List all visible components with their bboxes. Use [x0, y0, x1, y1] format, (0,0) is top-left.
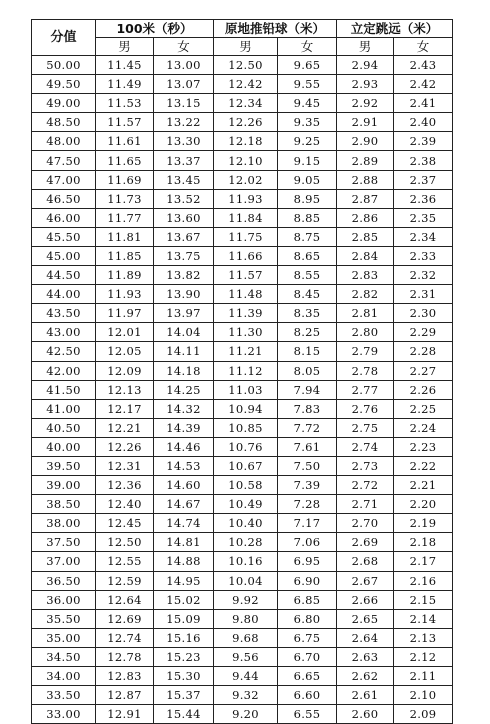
cell-jump-male: 2.61: [337, 686, 394, 705]
cell-100m-male: 11.85: [96, 246, 154, 265]
cell-jump-female: 2.16: [394, 571, 453, 590]
cell-score: 42.00: [32, 361, 96, 380]
table-row: [32, 304, 453, 323]
cell-score: 46.50: [32, 189, 96, 208]
cell-score: 38.50: [32, 495, 96, 514]
cell-jump-female: 2.32: [394, 266, 453, 285]
cell-score: 42.50: [32, 342, 96, 361]
cell-jump-female: 2.11: [394, 667, 453, 686]
cell-jump-male: 2.70: [337, 514, 394, 533]
cell-jump-female: 2.43: [394, 56, 453, 75]
cell-jump-male: 2.71: [337, 495, 394, 514]
cell-jump-male: 2.67: [337, 571, 394, 590]
cell-100m-female: 14.60: [154, 476, 214, 495]
cell-jump-female: 2.39: [394, 132, 453, 151]
cell-score: 41.50: [32, 380, 96, 399]
cell-shot-put-male: 10.67: [214, 456, 278, 475]
cell-shot-put-female: 8.75: [278, 227, 337, 246]
cell-100m-female: 13.00: [154, 56, 214, 75]
cell-jump-female: 2.14: [394, 609, 453, 628]
cell-shot-put-male: 10.76: [214, 437, 278, 456]
table-row: [32, 323, 453, 342]
cell-100m-female: 14.11: [154, 342, 214, 361]
cell-100m-female: 13.82: [154, 266, 214, 285]
cell-100m-male: 11.89: [96, 266, 154, 285]
cell-shot-put-female: 7.50: [278, 456, 337, 475]
cell-100m-male: 12.05: [96, 342, 154, 361]
table-row: [32, 552, 453, 571]
cell-100m-female: 14.46: [154, 437, 214, 456]
cell-score: 33.50: [32, 686, 96, 705]
cell-score: 46.00: [32, 208, 96, 227]
cell-shot-put-male: 9.80: [214, 609, 278, 628]
table-row: [32, 418, 453, 437]
cell-jump-female: 2.31: [394, 285, 453, 304]
cell-score: 49.00: [32, 94, 96, 113]
cell-score: 47.50: [32, 151, 96, 170]
cell-100m-female: 13.45: [154, 170, 214, 189]
cell-shot-put-female: 6.95: [278, 552, 337, 571]
cell-100m-female: 13.97: [154, 304, 214, 323]
cell-jump-male: 2.76: [337, 399, 394, 418]
cell-score: 37.50: [32, 533, 96, 552]
cell-score: 48.00: [32, 132, 96, 151]
table-row: [32, 514, 453, 533]
cell-jump-male: 2.73: [337, 456, 394, 475]
cell-score: 41.00: [32, 399, 96, 418]
table-row: [32, 628, 453, 647]
cell-jump-female: 2.41: [394, 94, 453, 113]
cell-shot-put-female: 7.72: [278, 418, 337, 437]
cell-shot-put-male: 10.28: [214, 533, 278, 552]
cell-100m-female: 15.37: [154, 686, 214, 705]
cell-shot-put-female: 7.06: [278, 533, 337, 552]
cell-shot-put-male: 10.58: [214, 476, 278, 495]
cell-jump-male: 2.72: [337, 476, 394, 495]
table-row: [32, 94, 453, 113]
table-row: [32, 342, 453, 361]
cell-jump-male: 2.66: [337, 590, 394, 609]
cell-jump-female: 2.26: [394, 380, 453, 399]
cell-score: 35.50: [32, 609, 96, 628]
header-male: 男: [214, 38, 278, 56]
cell-shot-put-female: 6.55: [278, 705, 337, 724]
cell-jump-male: 2.63: [337, 647, 394, 666]
cell-score: 44.50: [32, 266, 96, 285]
table-row: [32, 170, 453, 189]
cell-shot-put-female: 7.17: [278, 514, 337, 533]
table-row: [32, 495, 453, 514]
cell-shot-put-male: 11.93: [214, 189, 278, 208]
cell-shot-put-male: 11.57: [214, 266, 278, 285]
cell-shot-put-male: 9.44: [214, 667, 278, 686]
cell-score: 39.00: [32, 476, 96, 495]
cell-score: 34.50: [32, 647, 96, 666]
cell-shot-put-male: 9.32: [214, 686, 278, 705]
cell-100m-male: 12.74: [96, 628, 154, 647]
cell-100m-female: 15.09: [154, 609, 214, 628]
table-row: [32, 75, 453, 94]
cell-jump-male: 2.60: [337, 705, 394, 724]
table-row: [32, 399, 453, 418]
cell-100m-male: 12.64: [96, 590, 154, 609]
cell-jump-male: 2.88: [337, 170, 394, 189]
cell-jump-female: 2.19: [394, 514, 453, 533]
cell-100m-male: 12.13: [96, 380, 154, 399]
cell-jump-male: 2.83: [337, 266, 394, 285]
cell-shot-put-male: 12.10: [214, 151, 278, 170]
cell-100m-male: 12.83: [96, 667, 154, 686]
table-row: [32, 667, 453, 686]
cell-shot-put-male: 12.18: [214, 132, 278, 151]
cell-100m-female: 13.67: [154, 227, 214, 246]
cell-shot-put-female: 8.55: [278, 266, 337, 285]
cell-100m-male: 11.45: [96, 56, 154, 75]
cell-jump-female: 2.13: [394, 628, 453, 647]
cell-shot-put-male: 10.16: [214, 552, 278, 571]
cell-jump-female: 2.37: [394, 170, 453, 189]
cell-100m-female: 14.53: [154, 456, 214, 475]
cell-100m-female: 13.90: [154, 285, 214, 304]
cell-shot-put-female: 9.35: [278, 113, 337, 132]
cell-jump-male: 2.81: [337, 304, 394, 323]
cell-score: 48.50: [32, 113, 96, 132]
table-row: [32, 246, 453, 265]
table-header: [32, 20, 453, 56]
cell-jump-female: 2.34: [394, 227, 453, 246]
cell-100m-male: 11.61: [96, 132, 154, 151]
cell-jump-male: 2.94: [337, 56, 394, 75]
cell-jump-male: 2.84: [337, 246, 394, 265]
cell-shot-put-male: 9.92: [214, 590, 278, 609]
header-group-standing-jump: 立定跳远（米）: [337, 20, 453, 38]
cell-score: 36.50: [32, 571, 96, 590]
cell-100m-male: 11.81: [96, 227, 154, 246]
cell-shot-put-male: 12.26: [214, 113, 278, 132]
cell-score: 40.00: [32, 437, 96, 456]
cell-shot-put-male: 10.85: [214, 418, 278, 437]
cell-jump-male: 2.65: [337, 609, 394, 628]
cell-100m-male: 12.45: [96, 514, 154, 533]
score-table: [31, 19, 453, 724]
cell-score: 47.00: [32, 170, 96, 189]
cell-shot-put-female: 6.65: [278, 667, 337, 686]
cell-100m-male: 12.69: [96, 609, 154, 628]
cell-100m-female: 14.67: [154, 495, 214, 514]
header-male: 男: [337, 38, 394, 56]
cell-jump-female: 2.38: [394, 151, 453, 170]
cell-jump-female: 2.18: [394, 533, 453, 552]
cell-shot-put-male: 10.40: [214, 514, 278, 533]
cell-jump-female: 2.17: [394, 552, 453, 571]
cell-jump-male: 2.78: [337, 361, 394, 380]
header-group-100m: 100米（秒）: [96, 20, 214, 38]
cell-100m-male: 11.77: [96, 208, 154, 227]
cell-jump-male: 2.86: [337, 208, 394, 227]
header-row-gender: [32, 38, 453, 56]
cell-100m-male: 11.57: [96, 113, 154, 132]
cell-jump-male: 2.85: [337, 227, 394, 246]
cell-shot-put-female: 8.25: [278, 323, 337, 342]
cell-score: 36.00: [32, 590, 96, 609]
cell-jump-female: 2.24: [394, 418, 453, 437]
cell-shot-put-female: 6.70: [278, 647, 337, 666]
cell-jump-male: 2.62: [337, 667, 394, 686]
cell-100m-male: 12.17: [96, 399, 154, 418]
cell-jump-female: 2.40: [394, 113, 453, 132]
table-row: [32, 208, 453, 227]
table-row: [32, 285, 453, 304]
cell-100m-male: 12.59: [96, 571, 154, 590]
table-row: [32, 705, 453, 724]
cell-score: 33.00: [32, 705, 96, 724]
cell-shot-put-male: 12.34: [214, 94, 278, 113]
cell-jump-male: 2.93: [337, 75, 394, 94]
cell-jump-male: 2.75: [337, 418, 394, 437]
cell-jump-female: 2.27: [394, 361, 453, 380]
cell-score: 50.00: [32, 56, 96, 75]
cell-shot-put-female: 8.05: [278, 361, 337, 380]
cell-jump-male: 2.77: [337, 380, 394, 399]
cell-100m-female: 14.32: [154, 399, 214, 418]
cell-jump-male: 2.69: [337, 533, 394, 552]
cell-jump-male: 2.92: [337, 94, 394, 113]
cell-jump-female: 2.36: [394, 189, 453, 208]
table-row: [32, 647, 453, 666]
cell-shot-put-female: 8.85: [278, 208, 337, 227]
table-row: [32, 132, 453, 151]
cell-100m-male: 11.93: [96, 285, 154, 304]
cell-shot-put-female: 6.80: [278, 609, 337, 628]
cell-score: 34.00: [32, 667, 96, 686]
cell-100m-male: 12.31: [96, 456, 154, 475]
cell-jump-female: 2.15: [394, 590, 453, 609]
cell-100m-female: 14.04: [154, 323, 214, 342]
cell-jump-female: 2.35: [394, 208, 453, 227]
cell-jump-female: 2.22: [394, 456, 453, 475]
header-female: 女: [394, 38, 453, 56]
table-row: [32, 533, 453, 552]
cell-100m-male: 12.91: [96, 705, 154, 724]
cell-100m-male: 12.55: [96, 552, 154, 571]
cell-shot-put-female: 7.61: [278, 437, 337, 456]
cell-100m-female: 13.60: [154, 208, 214, 227]
header-row-groups: [32, 20, 453, 38]
table-row: [32, 266, 453, 285]
cell-100m-male: 12.87: [96, 686, 154, 705]
table-row: [32, 361, 453, 380]
cell-score: 40.50: [32, 418, 96, 437]
cell-100m-male: 11.49: [96, 75, 154, 94]
header-male: 男: [96, 38, 154, 56]
cell-shot-put-female: 9.65: [278, 56, 337, 75]
cell-shot-put-female: 9.25: [278, 132, 337, 151]
cell-100m-male: 11.97: [96, 304, 154, 323]
cell-shot-put-female: 9.15: [278, 151, 337, 170]
cell-score: 43.00: [32, 323, 96, 342]
cell-100m-female: 14.88: [154, 552, 214, 571]
cell-shot-put-male: 10.94: [214, 399, 278, 418]
cell-jump-female: 2.33: [394, 246, 453, 265]
cell-shot-put-female: 8.15: [278, 342, 337, 361]
table-row: [32, 590, 453, 609]
header-score: 分值: [32, 20, 96, 56]
header-female: 女: [154, 38, 214, 56]
table-row: [32, 151, 453, 170]
cell-100m-male: 12.01: [96, 323, 154, 342]
cell-100m-female: 13.22: [154, 113, 214, 132]
cell-score: 43.50: [32, 304, 96, 323]
table-row: [32, 476, 453, 495]
cell-100m-female: 14.74: [154, 514, 214, 533]
cell-shot-put-female: 8.45: [278, 285, 337, 304]
cell-100m-male: 11.65: [96, 151, 154, 170]
cell-shot-put-male: 11.39: [214, 304, 278, 323]
table-row: [32, 609, 453, 628]
cell-100m-female: 15.02: [154, 590, 214, 609]
cell-100m-male: 11.73: [96, 189, 154, 208]
cell-100m-female: 15.44: [154, 705, 214, 724]
cell-shot-put-male: 12.42: [214, 75, 278, 94]
cell-jump-female: 2.42: [394, 75, 453, 94]
table-body: [32, 56, 453, 724]
cell-jump-female: 2.30: [394, 304, 453, 323]
cell-shot-put-female: 6.75: [278, 628, 337, 647]
cell-shot-put-female: 7.28: [278, 495, 337, 514]
cell-jump-female: 2.28: [394, 342, 453, 361]
cell-jump-female: 2.21: [394, 476, 453, 495]
cell-score: 39.50: [32, 456, 96, 475]
cell-shot-put-female: 8.95: [278, 189, 337, 208]
cell-shot-put-male: 11.75: [214, 227, 278, 246]
table-row: [32, 56, 453, 75]
cell-jump-male: 2.80: [337, 323, 394, 342]
cell-100m-female: 15.23: [154, 647, 214, 666]
cell-100m-male: 12.26: [96, 437, 154, 456]
cell-shot-put-female: 8.35: [278, 304, 337, 323]
header-female: 女: [278, 38, 337, 56]
cell-shot-put-male: 12.02: [214, 170, 278, 189]
header-group-shot-put: 原地推铅球（米）: [214, 20, 337, 38]
cell-shot-put-male: 11.21: [214, 342, 278, 361]
cell-shot-put-male: 12.50: [214, 56, 278, 75]
cell-shot-put-male: 9.56: [214, 647, 278, 666]
cell-jump-male: 2.79: [337, 342, 394, 361]
cell-100m-male: 11.53: [96, 94, 154, 113]
cell-shot-put-female: 6.85: [278, 590, 337, 609]
cell-100m-female: 14.95: [154, 571, 214, 590]
cell-shot-put-male: 11.03: [214, 380, 278, 399]
cell-100m-male: 11.69: [96, 170, 154, 189]
cell-score: 45.50: [32, 227, 96, 246]
cell-100m-male: 12.09: [96, 361, 154, 380]
cell-score: 44.00: [32, 285, 96, 304]
cell-score: 35.00: [32, 628, 96, 647]
cell-jump-male: 2.64: [337, 628, 394, 647]
cell-shot-put-female: 7.83: [278, 399, 337, 418]
cell-100m-female: 14.25: [154, 380, 214, 399]
cell-shot-put-female: 8.65: [278, 246, 337, 265]
cell-100m-female: 13.52: [154, 189, 214, 208]
cell-jump-female: 2.20: [394, 495, 453, 514]
cell-shot-put-female: 6.90: [278, 571, 337, 590]
cell-shot-put-female: 9.55: [278, 75, 337, 94]
cell-100m-female: 13.75: [154, 246, 214, 265]
cell-shot-put-female: 6.60: [278, 686, 337, 705]
cell-shot-put-male: 11.48: [214, 285, 278, 304]
cell-100m-female: 14.81: [154, 533, 214, 552]
cell-jump-male: 2.82: [337, 285, 394, 304]
cell-100m-female: 13.15: [154, 94, 214, 113]
cell-jump-female: 2.09: [394, 705, 453, 724]
table-row: [32, 380, 453, 399]
cell-shot-put-male: 11.84: [214, 208, 278, 227]
table-row: [32, 437, 453, 456]
table-row: [32, 189, 453, 208]
cell-jump-female: 2.25: [394, 399, 453, 418]
cell-shot-put-female: 9.45: [278, 94, 337, 113]
cell-100m-male: 12.50: [96, 533, 154, 552]
cell-jump-female: 2.23: [394, 437, 453, 456]
cell-score: 38.00: [32, 514, 96, 533]
cell-jump-female: 2.10: [394, 686, 453, 705]
cell-score: 45.00: [32, 246, 96, 265]
cell-shot-put-male: 11.66: [214, 246, 278, 265]
cell-shot-put-male: 9.20: [214, 705, 278, 724]
cell-shot-put-female: 7.94: [278, 380, 337, 399]
cell-score: 37.00: [32, 552, 96, 571]
cell-100m-female: 15.30: [154, 667, 214, 686]
cell-100m-male: 12.40: [96, 495, 154, 514]
cell-shot-put-male: 11.30: [214, 323, 278, 342]
cell-jump-male: 2.68: [337, 552, 394, 571]
cell-100m-female: 14.39: [154, 418, 214, 437]
table-row: [32, 227, 453, 246]
cell-shot-put-male: 10.04: [214, 571, 278, 590]
cell-score: 49.50: [32, 75, 96, 94]
cell-shot-put-male: 11.12: [214, 361, 278, 380]
cell-100m-male: 12.21: [96, 418, 154, 437]
cell-jump-male: 2.91: [337, 113, 394, 132]
cell-jump-male: 2.89: [337, 151, 394, 170]
table-row: [32, 456, 453, 475]
cell-shot-put-female: 9.05: [278, 170, 337, 189]
cell-jump-male: 2.74: [337, 437, 394, 456]
cell-jump-male: 2.87: [337, 189, 394, 208]
cell-jump-male: 2.90: [337, 132, 394, 151]
cell-jump-female: 2.29: [394, 323, 453, 342]
cell-100m-female: 15.16: [154, 628, 214, 647]
cell-100m-female: 13.30: [154, 132, 214, 151]
cell-shot-put-female: 7.39: [278, 476, 337, 495]
cell-jump-female: 2.12: [394, 647, 453, 666]
table-row: [32, 571, 453, 590]
cell-shot-put-male: 9.68: [214, 628, 278, 647]
table-row: [32, 113, 453, 132]
score-table-container: [31, 19, 452, 724]
cell-100m-female: 14.18: [154, 361, 214, 380]
cell-100m-male: 12.78: [96, 647, 154, 666]
cell-100m-female: 13.37: [154, 151, 214, 170]
table-row: [32, 686, 453, 705]
cell-shot-put-male: 10.49: [214, 495, 278, 514]
cell-100m-male: 12.36: [96, 476, 154, 495]
cell-100m-female: 13.07: [154, 75, 214, 94]
